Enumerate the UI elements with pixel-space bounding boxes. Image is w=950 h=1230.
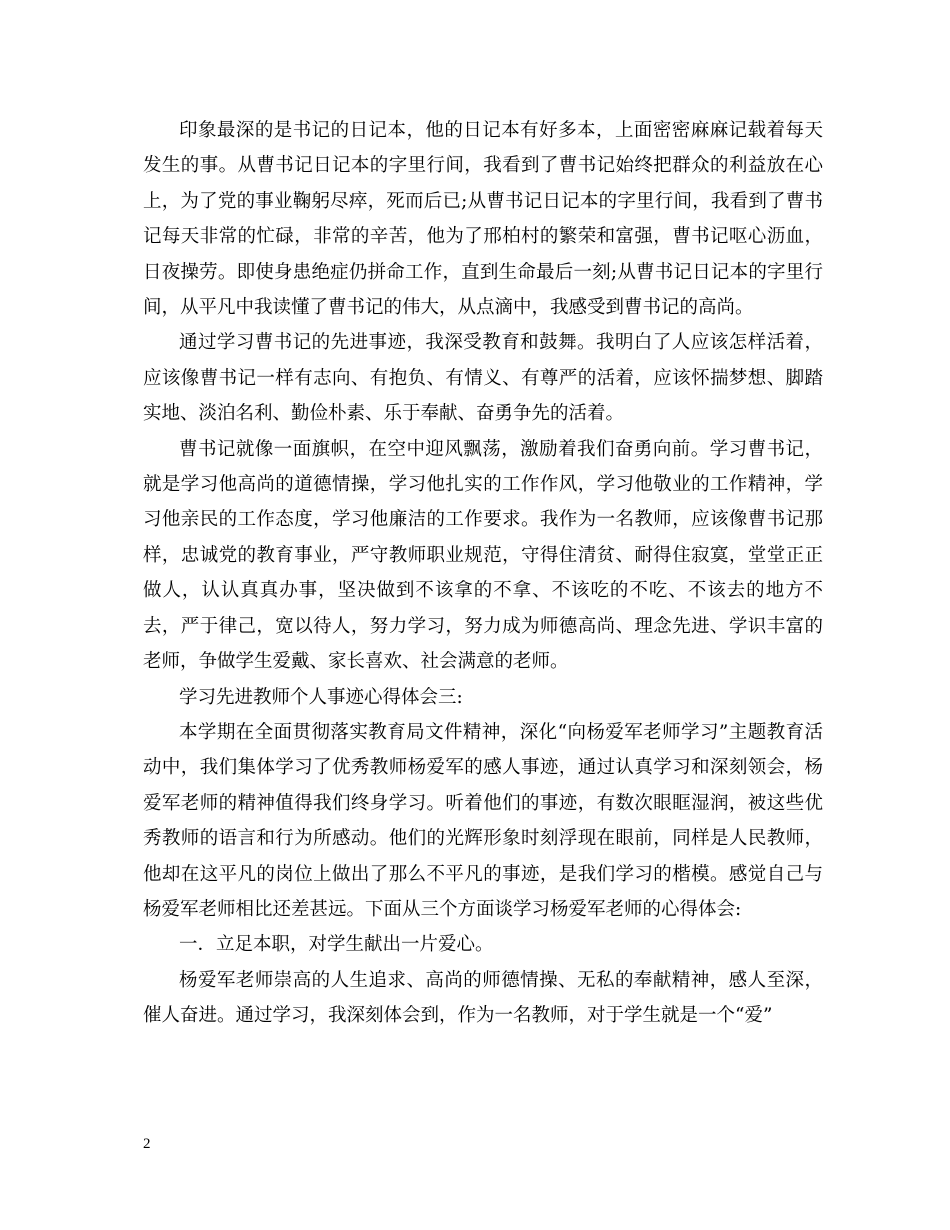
paragraph-1: 印象最深的是书记的日记本，他的日记本有好多本，上面密密麻麻记载着每天发生的事。从曹书记日记本的字里行间，我看到了曹书记始终把群众的利益放在心上，为了党的事业鞠躬尽瘁，死而后已;从曹书记日记本的字里行间，我看到了曹书记每天非常的忙碌，非常的辛苦，他为了邢柏村的繁荣和富强，曹书记呕心沥血，日夜操劳。即使身患绝症仍拼命工作，直到生命最后一刻;从曹书记日记本的字里行间，从平凡中我读懂了曹书记的伟大，从点滴中，我感受到曹书记的高尚。 [143, 120, 823, 319]
paragraph-4: 本学期在全面贯彻落实教育局文件精神，深化“向杨爱军老师学习”主题教育活动中，我们集体学习了优秀教师杨爱军的感人事迹，通过认真学习和深刻领会，杨爱军老师的精神值得我们终身学习。听着他们的事迹，有数次眼眶湿润，被这些优秀教师的语言和行为所感动。他们的光辉形象时刻浮现在眼前，同样是人民教师，他却在这平凡的岗位上做出了那么不平凡的事迹，是我们学习的楷模。感觉自己与杨爱军老师相比还差甚远。下面从三个方面谈学习杨爱军老师的心得体会: [143, 721, 823, 920]
document-body [143, 113, 823, 1034]
paragraph-5: 杨爱军老师崇高的人生追求、高尚的师德情操、无私的奉献精神，感人至深，催人奋进。通过学习，我深刻体会到，作为一名教师，对于学生就是一个“爱” [143, 969, 823, 1027]
paragraph-2: 通过学习曹书记的先进事迹，我深受教育和鼓舞。我明白了人应该怎样活着，应该像曹书记一样有志向、有抱负、有情义、有尊严的活着，应该怀揣梦想、脚踏实地、淡泊名利、勤俭朴素、乐于奉献、奋勇争先的活着。 [143, 332, 823, 425]
section-heading: 学习先进教师个人事迹心得体会三: [179, 686, 463, 708]
paragraph-3: 曹书记就像一面旗帜，在空中迎风飘荡，激励着我们奋勇向前。学习曹书记，就是学习他高尚的道德情操，学习他扎实的工作作风，学习他敬业的工作精神，学习他亲民的工作态度，学习他廉洁的工作要求。我作为一名教师，应该像曹书记那样，忠诚党的教育事业，严守教师职业规范，守得住清贫、耐得住寂寞，堂堂正正做人，认认真真办事，坚决做到不该拿的不拿、不该吃的不吃、不该去的地方不去，严于律己，宽以待人，努力学习，努力成为师德高尚、理念先进、学识丰富的老师，争做学生爱戴、家长喜欢、社会满意的老师。 [143, 438, 823, 673]
page-number: 2 [143, 1136, 151, 1152]
subsection-heading: 一．立足本职，对学生献出一片爱心。 [179, 934, 494, 956]
